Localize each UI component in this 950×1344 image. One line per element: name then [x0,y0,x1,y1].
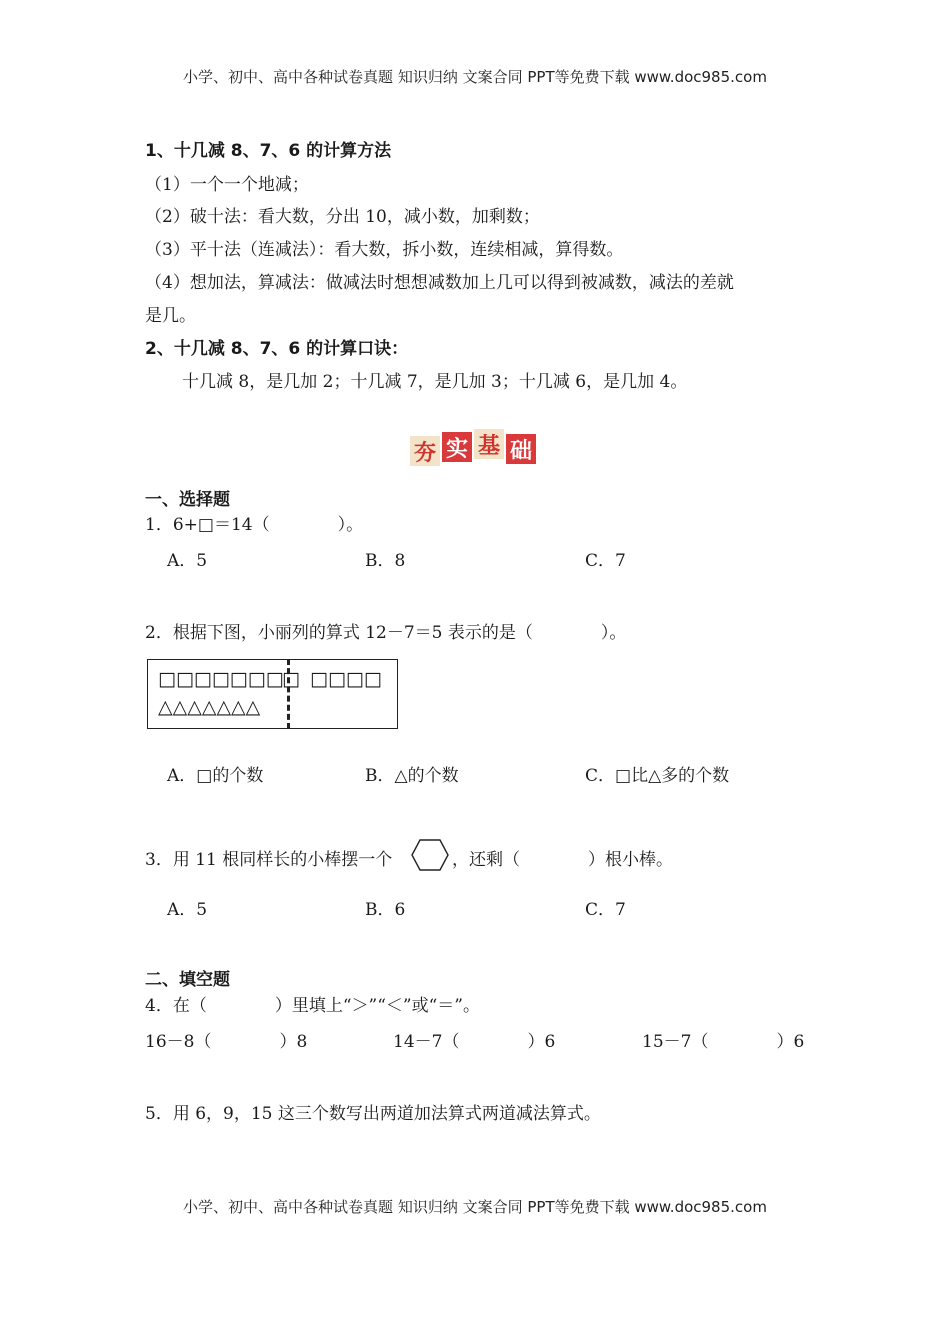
badge-char: 基 [474,429,504,459]
q2-squares-right: □□□□ [310,668,382,690]
question-1: 1．6+□＝14（ ）。 [145,515,364,535]
q2-squares-left: □□□□□□□ [158,668,284,690]
q2-option-a: A．□的个数 [167,766,264,786]
q4-item-3: 15－7（ ）6 [642,1032,805,1052]
method-line-3: （3）平十法（连减法）：看大数，拆小数，连续相减，算得数。 [145,240,624,260]
badge-char: 础 [506,434,536,464]
q1-option-c: C．7 [585,551,626,571]
q2-triangles: △△△△△△△ [158,696,261,718]
badge-char: 夯 [410,436,440,466]
section-title-rhyme: 2、十几减 8、7、6 的计算口诀： [145,339,409,359]
q2-squares-mid: □ [282,668,300,690]
q3-option-a: A．5 [167,900,208,920]
method-line-1: （1）一个一个地减； [145,175,309,195]
q4-item-2: 14－7（ ）6 [393,1032,556,1052]
part2-title: 二、填空题 [145,970,230,990]
question-2: 2．根据下图，小丽列的算式 12－7＝5 表示的是（ ）。 [145,623,627,643]
section-title-method: 1、十几减 8、7、6 的计算方法 [145,141,392,161]
method-line-4: （4）想加法，算减法：做减法时想想减数加上几可以得到被减数，减法的差就 [145,273,734,293]
badge-char: 实 [442,432,472,462]
method-line-4-cont: 是几。 [145,306,196,326]
page-footer: 小学、初中、高中各种试卷真题 知识归纳 文案合同 PPT等免费下载 www.doc985.com [183,1198,767,1216]
rhyme-text: 十几减 8，是几加 2；十几减 7，是几加 3；十几减 6，是几加 4。 [182,372,688,392]
q4-item-1: 16－8（ ）8 [145,1032,308,1052]
question-4: 4．在（ ）里填上“＞”“＜”或“＝”。 [145,996,480,1016]
part1-title: 一、选择题 [145,490,230,510]
q2-option-c: C．□比△多的个数 [585,766,730,786]
hexagon-icon [410,838,450,872]
q3-option-b: B．6 [365,900,406,920]
page-header: 小学、初中、高中各种试卷真题 知识归纳 文案合同 PPT等免费下载 www.doc985.com [183,68,767,86]
method-line-2: （2）破十法：看大数，分出 10，减小数，加剩数； [145,207,540,227]
question-3-part2: ，还剩（ ）根小棒。 [452,850,673,870]
q2-option-b: B．△的个数 [365,766,459,786]
question-5: 5．用 6，9，15 这三个数写出两道加法算式两道减法算式。 [145,1104,601,1124]
q1-option-b: B．8 [365,551,406,571]
q1-option-a: A．5 [167,551,208,571]
q3-option-c: C．7 [585,900,626,920]
section-badge [410,432,538,468]
question-3-part1: 3．用 11 根同样长的小棒摆一个 [145,850,393,870]
